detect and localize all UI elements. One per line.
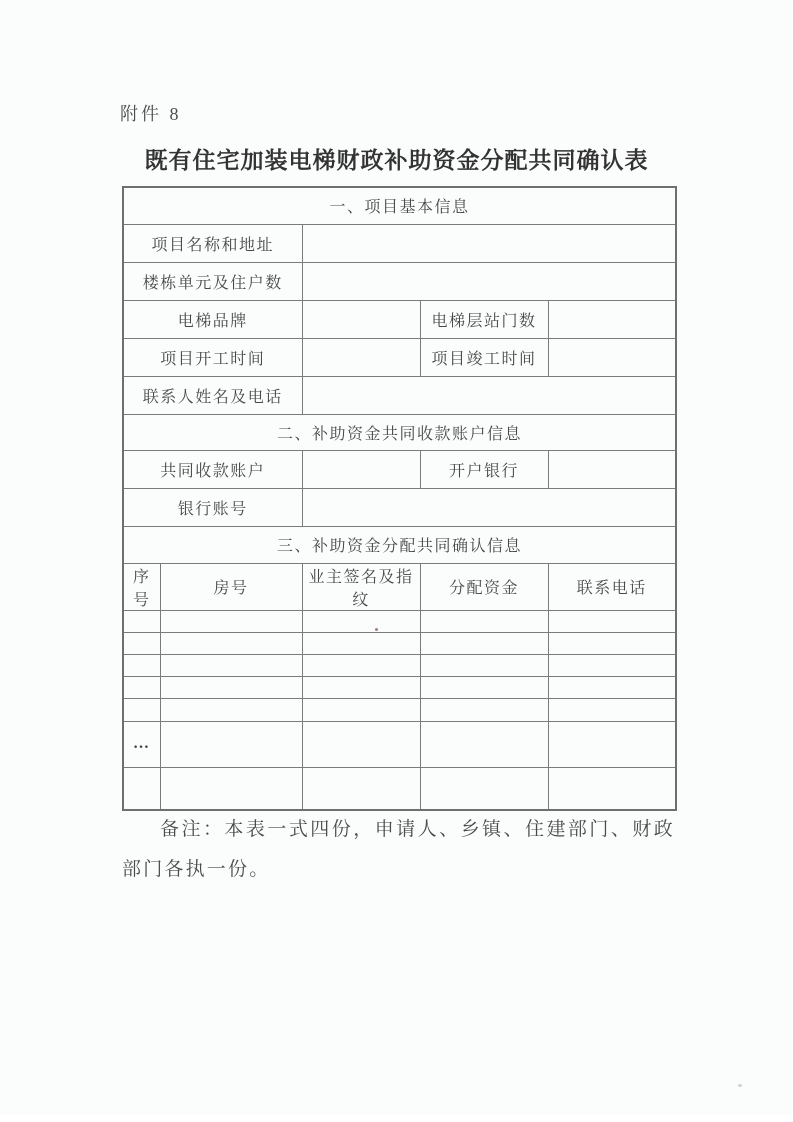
value-contact	[302, 376, 676, 414]
label-start-time: 项目开工时间	[123, 338, 302, 376]
ellipsis-cell: …	[123, 721, 160, 767]
table-row	[123, 262, 676, 300]
label-bank: 开户银行	[420, 450, 548, 488]
cell-phone	[548, 767, 676, 810]
cell-signature	[302, 676, 420, 698]
cell-funds	[420, 767, 548, 810]
section3-column-header-row	[123, 563, 676, 610]
cell-signature	[302, 721, 420, 767]
col-header-room-number: 房号	[160, 563, 302, 610]
cell-signature	[302, 610, 420, 632]
section2-header-row	[123, 414, 676, 450]
cell-signature	[302, 767, 420, 810]
label-building-units: 楼栋单元及住户数	[123, 262, 302, 300]
section1-title: 一、项目基本信息	[123, 187, 676, 224]
table-row	[123, 767, 676, 810]
cell-signature	[302, 654, 420, 676]
scan-edge	[0, 1115, 793, 1122]
value-elevator-stops	[548, 300, 676, 338]
cell-funds	[420, 721, 548, 767]
cell-phone	[548, 698, 676, 721]
cell-index	[123, 676, 160, 698]
cell-room	[160, 721, 302, 767]
table-row	[123, 376, 676, 414]
value-project-name-address	[302, 224, 676, 262]
value-account-number	[302, 488, 676, 526]
label-contact: 联系人姓名及电话	[123, 376, 302, 414]
attachment-label: 附件 8	[120, 104, 182, 124]
table-row	[123, 488, 676, 526]
table-row	[123, 224, 676, 262]
col-header-contact-phone: 联系电话	[548, 563, 676, 610]
value-start-time	[302, 338, 420, 376]
footer-note: 备注：本表一式四份，申请人、乡镇、住建部门、财政部门各执一份。	[122, 819, 675, 880]
cell-signature	[302, 632, 420, 654]
table-row	[123, 610, 676, 632]
cell-phone	[548, 721, 676, 767]
col-header-owner-signature: 业主签名及指纹	[302, 563, 420, 610]
table-row	[123, 632, 676, 654]
value-bank	[548, 450, 676, 488]
cell-index	[123, 654, 160, 676]
page-title: 既有住宅加装电梯财政补助资金分配共同确认表	[144, 147, 649, 173]
cell-funds	[420, 698, 548, 721]
form-table	[122, 186, 677, 811]
cell-index	[123, 767, 160, 810]
cell-phone	[548, 654, 676, 676]
cell-phone	[548, 610, 676, 632]
cell-funds	[420, 610, 548, 632]
ink-speck	[375, 628, 378, 631]
cell-phone	[548, 632, 676, 654]
label-account-number: 银行账号	[123, 488, 302, 526]
cell-room	[160, 676, 302, 698]
section3-header-row	[123, 526, 676, 563]
cell-room	[160, 654, 302, 676]
label-completion-time: 项目竣工时间	[420, 338, 548, 376]
col-header-allocated-funds: 分配资金	[420, 563, 548, 610]
table-row	[123, 698, 676, 721]
scan-speck	[738, 1084, 742, 1087]
ellipsis-row	[123, 721, 676, 767]
cell-room	[160, 610, 302, 632]
label-elevator-stops: 电梯层站门数	[420, 300, 548, 338]
cell-signature	[302, 698, 420, 721]
section2-title: 二、补助资金共同收款账户信息	[123, 414, 676, 450]
cell-index	[123, 632, 160, 654]
cell-index	[123, 698, 160, 721]
cell-funds	[420, 654, 548, 676]
value-joint-account	[302, 450, 420, 488]
cell-phone	[548, 676, 676, 698]
table-row	[123, 654, 676, 676]
section3-title: 三、补助资金分配共同确认信息	[123, 526, 676, 563]
cell-room	[160, 698, 302, 721]
table-row	[123, 300, 676, 338]
cell-room	[160, 767, 302, 810]
label-project-name-address: 项目名称和地址	[123, 224, 302, 262]
value-completion-time	[548, 338, 676, 376]
table-row	[123, 338, 676, 376]
table-row	[123, 676, 676, 698]
table-row	[123, 450, 676, 488]
cell-funds	[420, 632, 548, 654]
cell-room	[160, 632, 302, 654]
cell-funds	[420, 676, 548, 698]
value-elevator-brand	[302, 300, 420, 338]
col-header-index: 序号	[123, 563, 160, 610]
label-joint-account: 共同收款账户	[123, 450, 302, 488]
cell-index	[123, 610, 160, 632]
section1-header-row	[123, 187, 676, 224]
value-building-units	[302, 262, 676, 300]
label-elevator-brand: 电梯品牌	[123, 300, 302, 338]
